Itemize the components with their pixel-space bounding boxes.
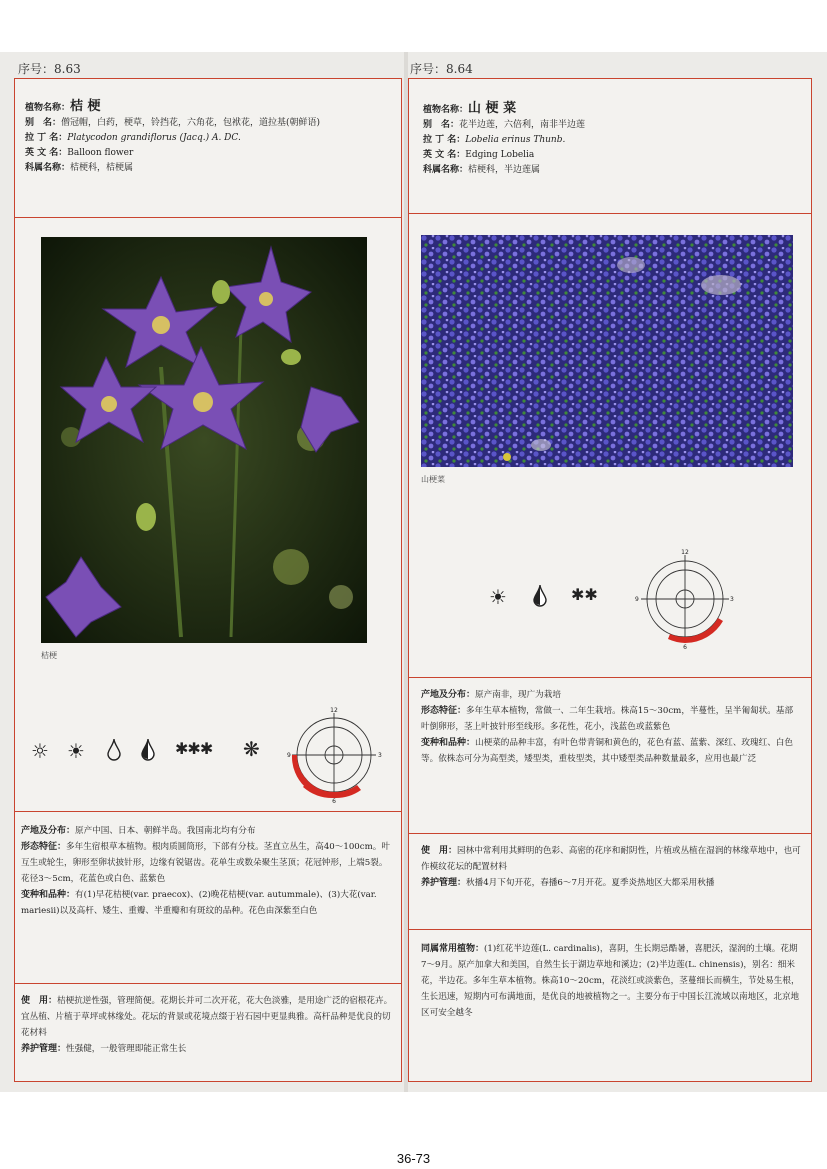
right-description — [421, 687, 801, 767]
right-clock-6: 6 — [683, 644, 687, 651]
left-morph: 多年生宿根草本植物。根肉质圆筒形，下部有分枝。茎直立丛生，高40～100cm。叶互生或轮生，卵形至卵状披针形，边缘有锐锯齿。花单生或数朵聚生茎顶；花冠钟形，上端5裂。花径3～5cm，花蓝色或白色、蓝紫色 — [21, 842, 390, 884]
left-description — [21, 823, 393, 919]
left-entry-panel — [14, 78, 402, 1082]
right-common-label: 同属常用植物： — [421, 944, 485, 954]
page-number: 36-73 — [396, 1151, 431, 1166]
right-photo-caption: 山梗菜 — [421, 475, 445, 484]
right-variety-label: 变种和品种： — [421, 738, 476, 748]
left-care: 性强健，一般管理即能正常生长 — [66, 1044, 187, 1054]
right-use-label: 使 用： — [421, 846, 458, 856]
left-photo-caption: 桔梗 — [41, 651, 57, 660]
right-plant-name: 山 梗 菜 — [468, 101, 517, 116]
left-family-label: 科属名称： — [25, 163, 71, 173]
right-entry-panel — [408, 78, 812, 1082]
left-care-label: 养护管理： — [21, 1044, 67, 1054]
right-common: (1)红花半边莲(L. cardinalis)，喜阴，生长期忌酷暑，喜肥沃，湿润的土壤。花期7～9月。原产加拿大和美国，自然生长于湖边草地和溪边；(2)半边莲(L. chinensis)，别名：细米花，半边花。多年生草本植物。株高10～20cm，花淡红或淡紫色，茎蔓细长而横生，节处易生根，生长迅速，短期内可布满地面，是优良的地被植物之一。主要分布于中国长江流域以南地区，北京地区可安全越冬 — [421, 944, 800, 1018]
right-divider-1 — [409, 213, 811, 214]
right-divider-2 — [409, 677, 811, 678]
frost-icon: ✱✱✱ — [175, 739, 213, 758]
partial-sun-icon: ☀ — [67, 739, 85, 763]
right-plant-info — [423, 101, 799, 178]
water-drop-filled-icon — [141, 738, 155, 764]
right-related-plants — [421, 941, 801, 1021]
left-divider-1 — [15, 217, 401, 218]
left-name-label: 植物名称： — [25, 103, 71, 113]
left-latin-label: 拉 丁 名： — [25, 133, 68, 143]
right-use: 园林中常利用其鲜明的色彩、高密的花序和耐阴性，片植或丛植在湿润的林缘草地中，也可作模纹花坛的配置材料 — [421, 846, 801, 872]
snowflake-icon: ❋ — [243, 737, 260, 761]
left-clock-9: 9 — [287, 752, 291, 759]
right-care-label: 养护管理： — [421, 878, 467, 888]
left-use: 桔梗抗逆性强，管理简便。花期长并可二次开花，花大色淡雅，是用途广泛的宿根花卉。宜丛植、片植于草坪或林缘处。花坛的背景或花境点缀于岩石园中更显典雅。高杆品种是优良的切花材料 — [21, 996, 393, 1038]
right-sequence-number: 序号：8.64 — [410, 62, 473, 76]
left-clock-12: 12 — [330, 707, 338, 714]
left-origin-label: 产地及分布： — [21, 826, 76, 836]
partial-sun-icon: ☀ — [489, 585, 507, 609]
left-plant-name: 桔 梗 — [70, 99, 101, 114]
right-english-label: 英 文 名： — [423, 150, 466, 160]
edging-lobelia-photo — [421, 235, 793, 467]
right-origin-label: 产地及分布： — [421, 690, 476, 700]
left-sequence-number: 序号：8.63 — [18, 62, 81, 76]
water-drop-filled-icon — [533, 584, 547, 610]
left-origin: 原产中国、日本、朝鲜半岛。我国南北均有分布 — [75, 826, 256, 836]
sun-icon: ☼ — [31, 739, 49, 763]
left-divider-2 — [15, 811, 401, 812]
left-family: 桔梗科，桔梗属 — [70, 163, 134, 173]
right-clock-9: 9 — [635, 596, 639, 603]
right-care: 秋播4月下旬开花，春播6～7月开花。夏季炎热地区大都采用秋播 — [466, 878, 715, 888]
right-variety: 山梗菜的品种丰富，有叶色带青铜和黄色的，花色有蓝、蓝紫、深红、玫瑰红、白色等。依株态可分为高型类，矮型类，重枝型类，其中矮型类品种数量最多，应用也最广泛 — [421, 738, 793, 764]
right-bloom-clock — [635, 549, 735, 649]
right-morph: 多年生草本植物，常做一、二年生栽培。株高15～30cm，半蔓性，呈半匍匐状。基部叶倒卵形，茎上叶披针形至线形。多花性，花小，浅蓝色或蓝紫色 — [421, 706, 794, 732]
left-english-name: Balloon flower — [67, 148, 134, 158]
left-usage — [21, 993, 393, 1057]
left-bloom-clock — [287, 705, 381, 803]
left-clock-3: 3 — [378, 752, 382, 759]
right-latin-label: 拉 丁 名： — [423, 135, 466, 145]
left-english-label: 英 文 名： — [25, 148, 68, 158]
right-family: 桔梗科，半边莲属 — [468, 165, 541, 175]
left-divider-3 — [15, 983, 401, 984]
frost-icon: ✱✱ — [571, 585, 598, 604]
water-drop-outline-icon — [107, 738, 121, 764]
right-name-label: 植物名称： — [423, 105, 469, 115]
right-usage — [421, 843, 801, 891]
left-alias-label: 别 名： — [25, 118, 62, 128]
right-clock-12: 12 — [681, 549, 689, 556]
right-english-name: Edging Lobelia — [465, 150, 535, 160]
right-morph-label: 形态特征： — [421, 706, 467, 716]
left-plant-info — [25, 99, 393, 176]
left-alias: 僧冠帽，白药，梗草，铃挡花，六角花，包袱花，道拉基(朝鲜语) — [61, 118, 321, 128]
right-family-label: 科属名称： — [423, 165, 469, 175]
left-latin-name: Platycodon grandiflorus (Jacq.) A. DC. — [67, 133, 241, 143]
right-divider-3 — [409, 833, 811, 834]
right-latin-name: Lobelia erinus Thunb. — [465, 135, 566, 145]
right-clock-3: 3 — [730, 596, 734, 603]
right-origin: 原产南非，现广为栽培 — [475, 690, 561, 700]
right-alias: 花半边莲，六倍利，南非半边莲 — [459, 120, 586, 130]
left-morph-label: 形态特征： — [21, 842, 67, 852]
left-variety: 有(1)早花桔梗(var. praecox)、(2)晚花桔梗(var. autummale)、(3)大花(var. mariesii)以及高杆、矮生、重瓣、半重瓣和有斑纹的品种。花色由深紫至白色 — [21, 890, 377, 916]
left-clock-6: 6 — [332, 798, 336, 805]
right-alias-label: 别 名： — [423, 120, 460, 130]
balloon-flower-photo — [41, 237, 367, 643]
left-variety-label: 变种和品种： — [21, 890, 76, 900]
left-use-label: 使 用： — [21, 996, 58, 1006]
right-divider-4 — [409, 929, 811, 930]
